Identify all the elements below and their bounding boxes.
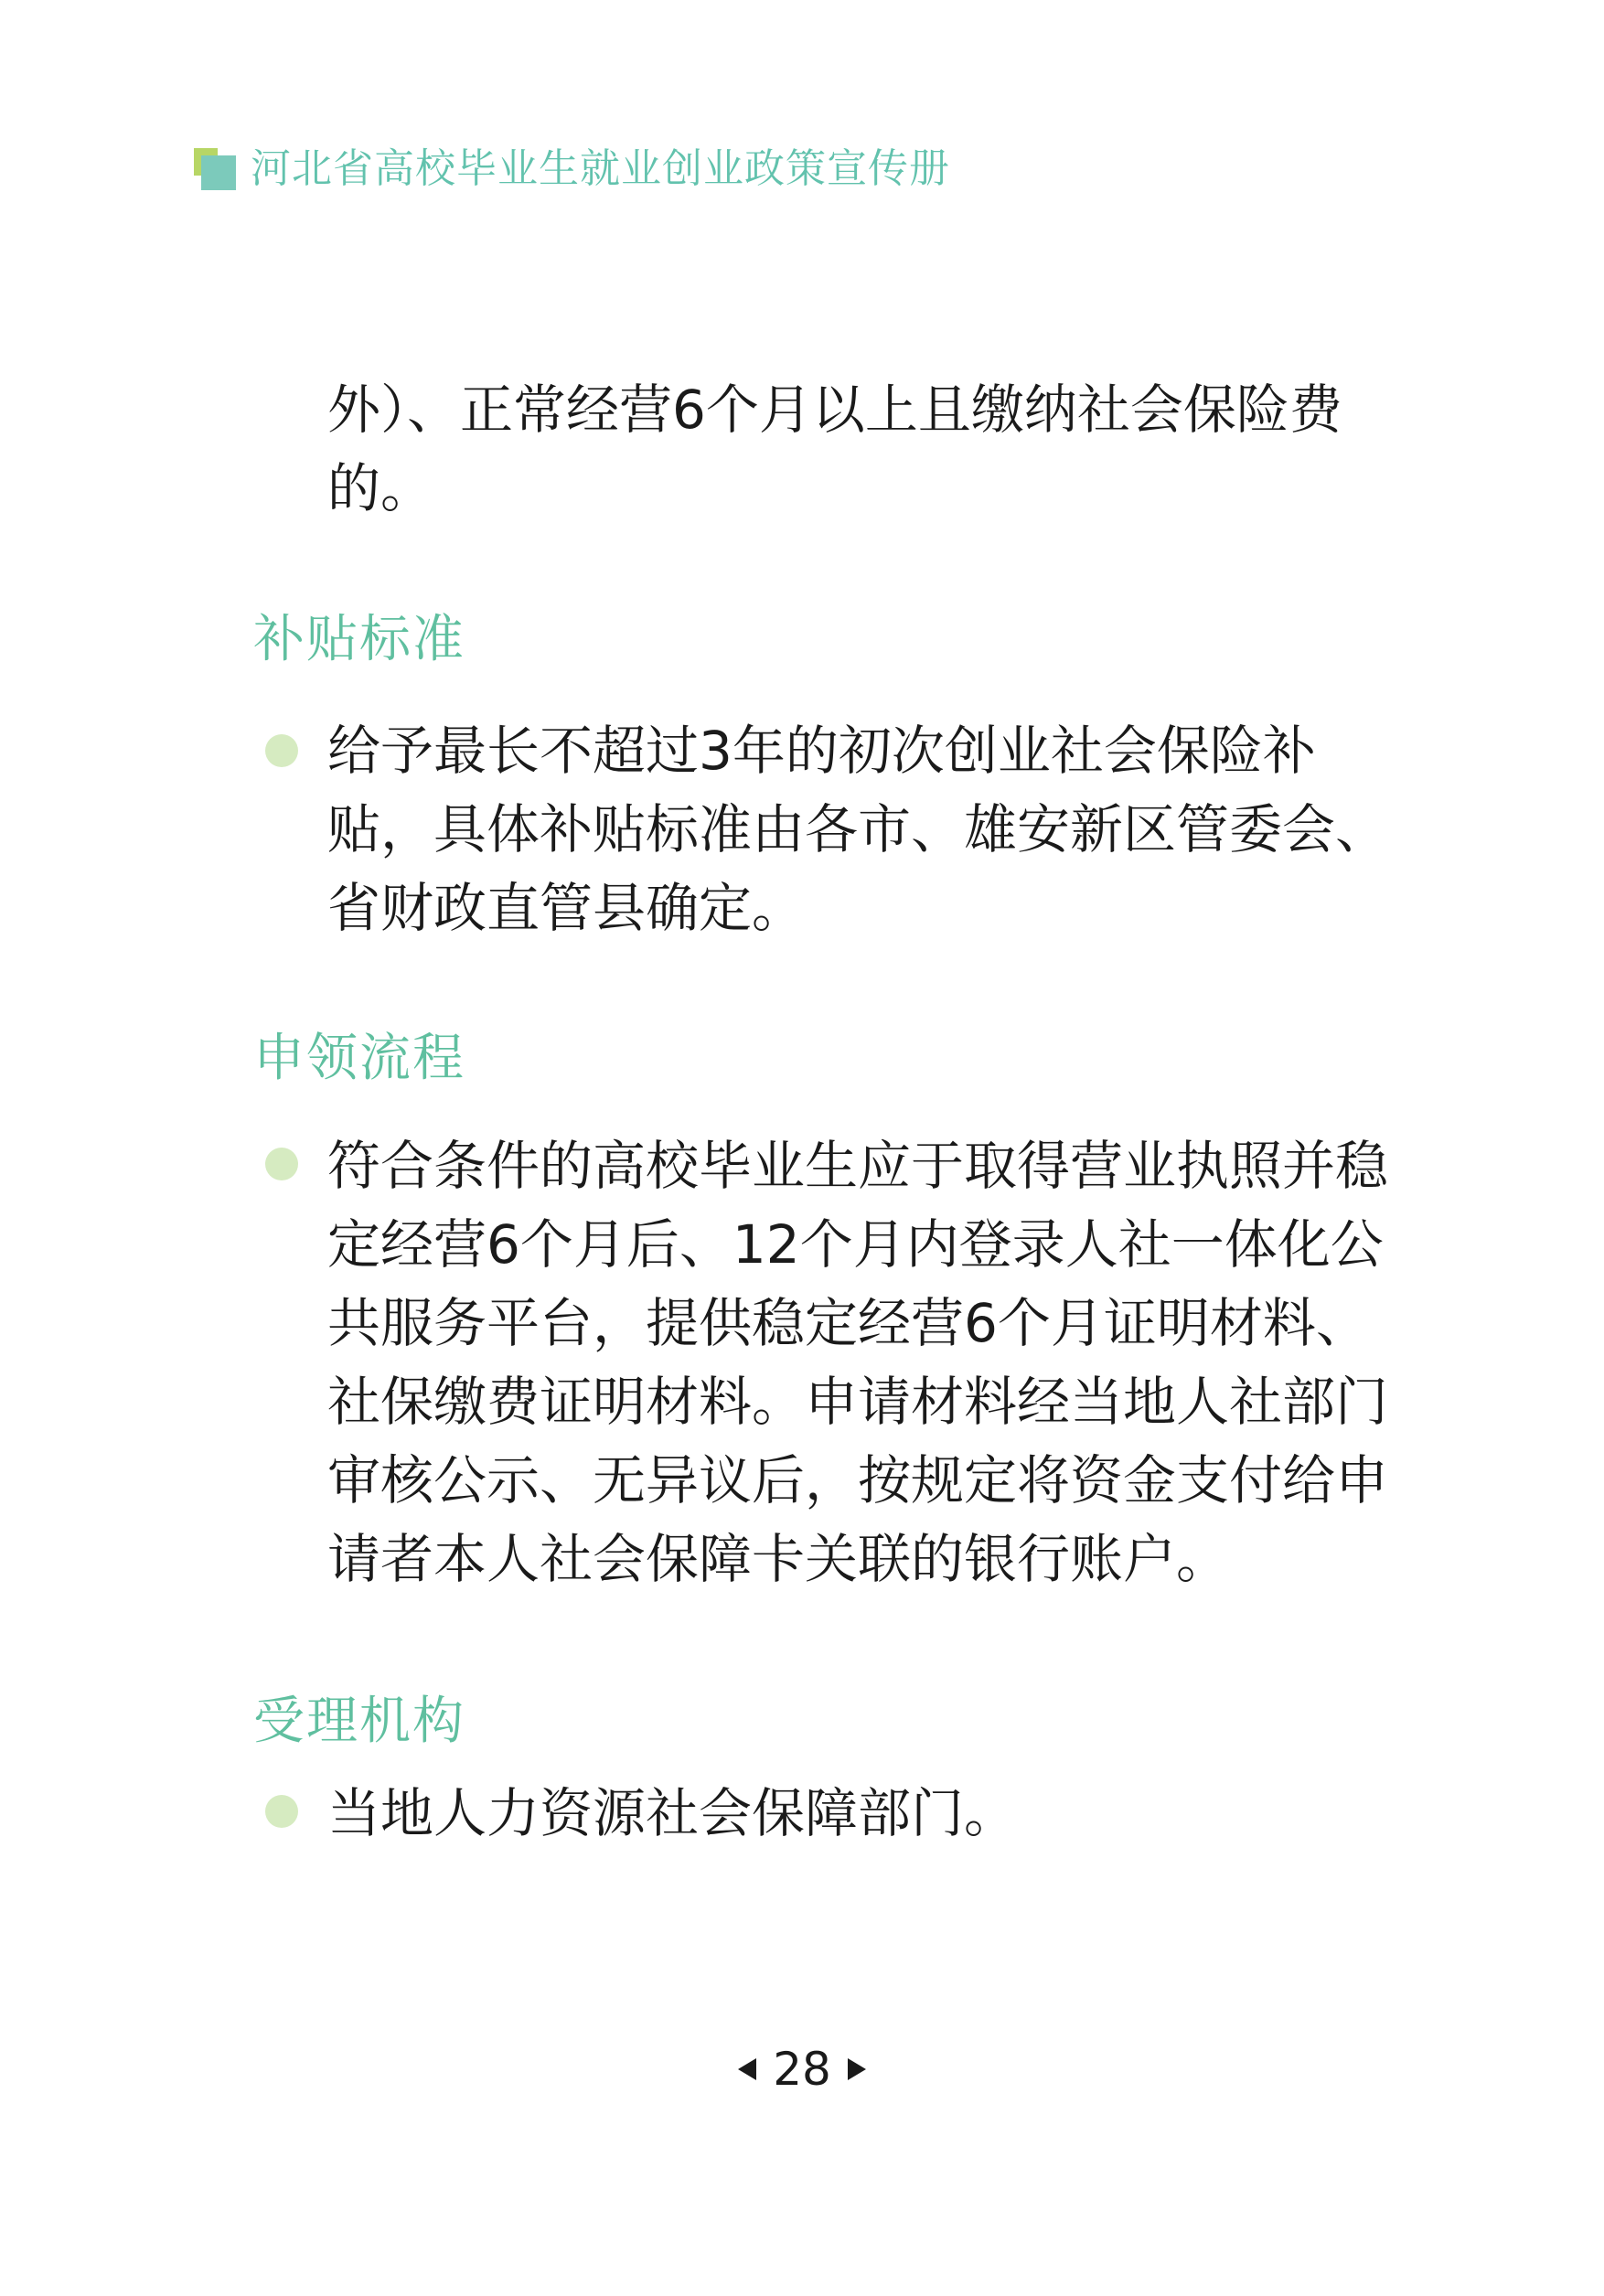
paragraph-line: 符合条件的高校毕业生应于取得营业执照并稳 [327, 1135, 1389, 1197]
section-paragraph-subsidy-standard [327, 711, 1434, 947]
paragraph-line: 贴，具体补贴标准由各市、雄安新区管委会、 [327, 798, 1389, 860]
paragraph-line: 当地人力资源社会保障部门。 [327, 1782, 1018, 1844]
paragraph-line: 的。 [327, 457, 434, 519]
section-paragraph-accepting-agency [327, 1774, 1434, 1853]
paragraph-line: 给予最长不超过3年的初次创业社会保险补 [327, 720, 1316, 782]
running-header [194, 137, 950, 201]
continued-paragraph [327, 370, 1434, 528]
previous-page-arrow-icon [738, 2058, 756, 2080]
paragraph-line: 审核公示、无异议后，按规定将资金支付给申 [327, 1449, 1389, 1511]
section-paragraph-application-process [327, 1127, 1434, 1598]
header-logo-mark-icon [194, 148, 238, 190]
bullet-dot-icon [265, 734, 298, 767]
header-mark-front-square [201, 155, 236, 190]
paragraph-line: 定经营6个月后、12个月内登录人社一体化公 [327, 1213, 1384, 1276]
bullet-dot-icon [265, 1148, 298, 1180]
paragraph-line: 外）、正常经营6个月以上且缴纳社会保险费 [327, 379, 1342, 441]
paragraph-line: 共服务平台，提供稳定经营6个月证明材料、 [327, 1292, 1369, 1354]
section-heading-subsidy-standard: 补贴标准 [253, 610, 465, 669]
page-number: 28 [773, 2043, 831, 2096]
paragraph-line: 请者本人社会保障卡关联的银行账户。 [327, 1528, 1230, 1590]
section-heading-accepting-agency: 受理机构 [253, 1692, 465, 1751]
bullet-dot-icon [265, 1795, 298, 1828]
next-page-arrow-icon [848, 2058, 866, 2080]
paragraph-line: 省财政直管县确定。 [327, 877, 806, 939]
page-footer [0, 2043, 1604, 2096]
paragraph-line: 社保缴费证明材料。申请材料经当地人社部门 [327, 1371, 1389, 1433]
section-heading-application-process: 申领流程 [253, 1029, 465, 1088]
header-title: 河北省高校毕业生就业创业政策宣传册 [251, 145, 950, 192]
